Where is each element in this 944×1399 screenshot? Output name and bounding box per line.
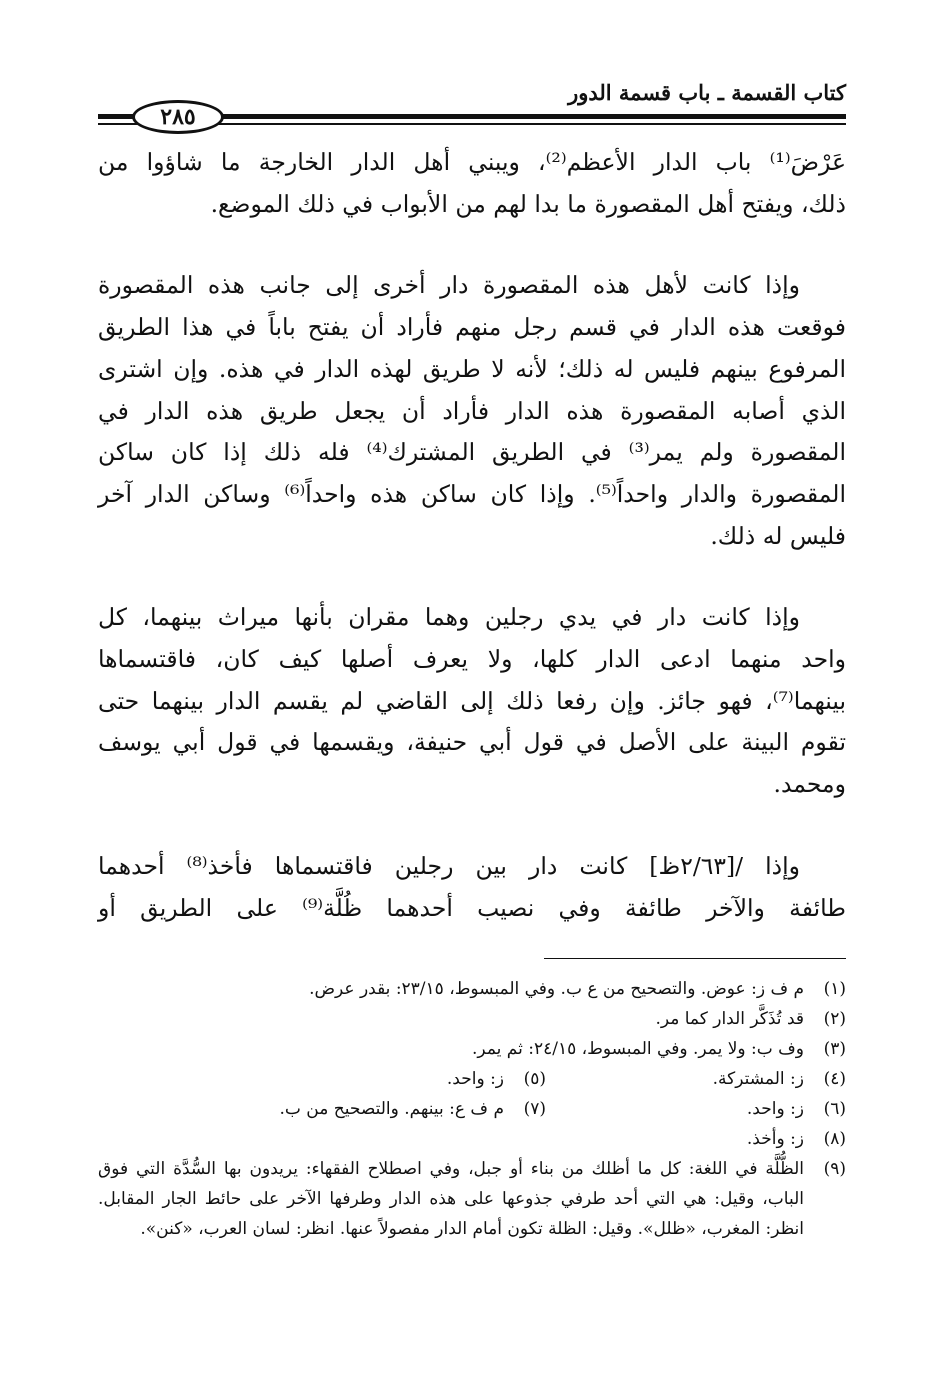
- text-line: واحد منهما ادعى الدار كلها، ولا يعرف أصلها كيف كان، فاقتسماها: [98, 645, 846, 674]
- footnote-text: قد تُذَكَّر الدار كما مر.: [655, 1009, 804, 1029]
- text-line: طائفة والآخر طائفة وفي نصيب أحدهما ظُلَّة⁽⁹⁾ على الطريق أو: [98, 893, 846, 922]
- text-line: تقوم البينة على الأصل في قول أبي حنيفة، ويقسمها في قول أبي يوسف: [98, 728, 846, 757]
- text-line: المقصورة والدار واحداً⁽⁵⁾. وإذا كان ساكن هذه واحداً⁽⁶⁾ وساكن الدار آخر: [98, 479, 846, 508]
- footnote-number: (٦): [823, 1099, 846, 1119]
- text-line: ذلك، ويفتح أهل المقصورة ما بدا لهم من الأبواب في ذلك الموضع.: [210, 189, 846, 218]
- footnote: [98, 1124, 846, 1154]
- text-line: المرفوع بينهم فليس له ذلك؛ لأنه لا طريق لهذه الدار في هذه. وإن اشترى: [98, 354, 846, 383]
- footnote-number: (٤): [823, 1069, 846, 1089]
- footnote-separator: [544, 958, 846, 959]
- footnote-number: (٢): [823, 1009, 846, 1029]
- footnote: [279, 1094, 546, 1124]
- footnote-text: م ف ع: بينهم. والتصحيح من ب.: [279, 1099, 504, 1119]
- text-line: المقصورة ولم يمر⁽³⁾ في الطريق المشترك⁽⁴⁾ فله ذلك إذا كان ساكن: [98, 438, 846, 467]
- footnote: [98, 1154, 846, 1244]
- footnote-number: (٨): [823, 1129, 846, 1149]
- footnote-number: (٧): [523, 1099, 546, 1119]
- footnote-text: ز: واحد.: [746, 1099, 804, 1119]
- paragraph: [98, 142, 846, 225]
- paragraph: [98, 846, 846, 929]
- text-line: فليس له ذلك.: [710, 521, 846, 550]
- footnote: [546, 1094, 846, 1124]
- text-line: عَرْضَ⁽¹⁾ باب الدار الأعظم⁽²⁾، ويبني أهل الدار الخارجة ما شاؤوا من: [98, 148, 846, 176]
- footnote-text: ز: المشتركة.: [712, 1069, 804, 1089]
- footnote-number: (١): [823, 979, 846, 999]
- footnote: [246, 1064, 546, 1094]
- footnote: [98, 974, 846, 1004]
- footnote-text: ز: وأخذ.: [746, 1129, 804, 1149]
- text-line: وإذا /[٢/٦٣ظ] كانت دار بين رجلين فاقتسماها فأخذ⁽⁸⁾ أحدهما: [98, 851, 800, 880]
- footnote-number: (٣): [823, 1039, 846, 1059]
- paragraph: [98, 597, 846, 806]
- footnote-text: م ف ز: عوض. والتصحيح من ع ب. وفي المبسوط، ٢٣/١٥: بقدر عرض.: [309, 979, 804, 999]
- footnotes: [98, 974, 846, 1244]
- text-line: وإذا كانت لأهل هذه المقصورة دار أخرى إلى جانب هذه المقصورة: [98, 271, 800, 300]
- footnote-text: ز: واحد.: [446, 1069, 504, 1089]
- footnote: [546, 1064, 846, 1094]
- text-line: ومحمد.: [773, 770, 846, 799]
- footnote-pair: [98, 1064, 846, 1094]
- footnote-text: الظُّلَّة في اللغة: كل ما أظلك من بناء أو جبل، وفي اصطلاح الفقهاء: يريدون بها السُّدَّة التي فوق الباب، وقيل: هي التي أحد طرفي جذوعها على هذه الدار وطرفها الآخر على حائط الجار المقابل. انظر: المغرب، «ظلل». وقيل: الظلة تكون أمام الدار مفصولاً عنها. انظر: لسان العرب، «كنن».: [98, 1159, 804, 1239]
- footnote-number: (٩): [823, 1159, 846, 1179]
- running-title: كتاب القسمة ـ باب قسمة الدور: [568, 80, 846, 105]
- text-line: بينهما⁽⁷⁾، فهو جائز. وإن رفعا ذلك إلى القاضي لم يقسم الدار بينهما حتى: [98, 686, 846, 715]
- text-line: الذي أصابه المقصورة هذه الدار فأراد أن يجعل طريق هذه الدار في: [98, 396, 846, 425]
- text-line: فوقعت هذه الدار في قسم رجل منهم فأراد أن يفتح باباً في هذا الطريق: [98, 313, 846, 342]
- footnote-pair: [98, 1094, 846, 1124]
- text-line: وإذا كانت دار في يدي رجلين وهما مقران بأنها ميراث بينهما، كل: [98, 603, 800, 632]
- paragraph: [98, 265, 846, 557]
- footnote-number: (٥): [523, 1069, 546, 1089]
- footnote: [98, 1004, 846, 1034]
- main-text: [98, 142, 846, 929]
- footnote-text: وف ب: ولا يمر. وفي المبسوط، ٢٤/١٥: ثم يمر.: [472, 1039, 804, 1059]
- page-number-badge: ٢٨٥: [132, 100, 224, 134]
- footnote: [98, 1034, 846, 1064]
